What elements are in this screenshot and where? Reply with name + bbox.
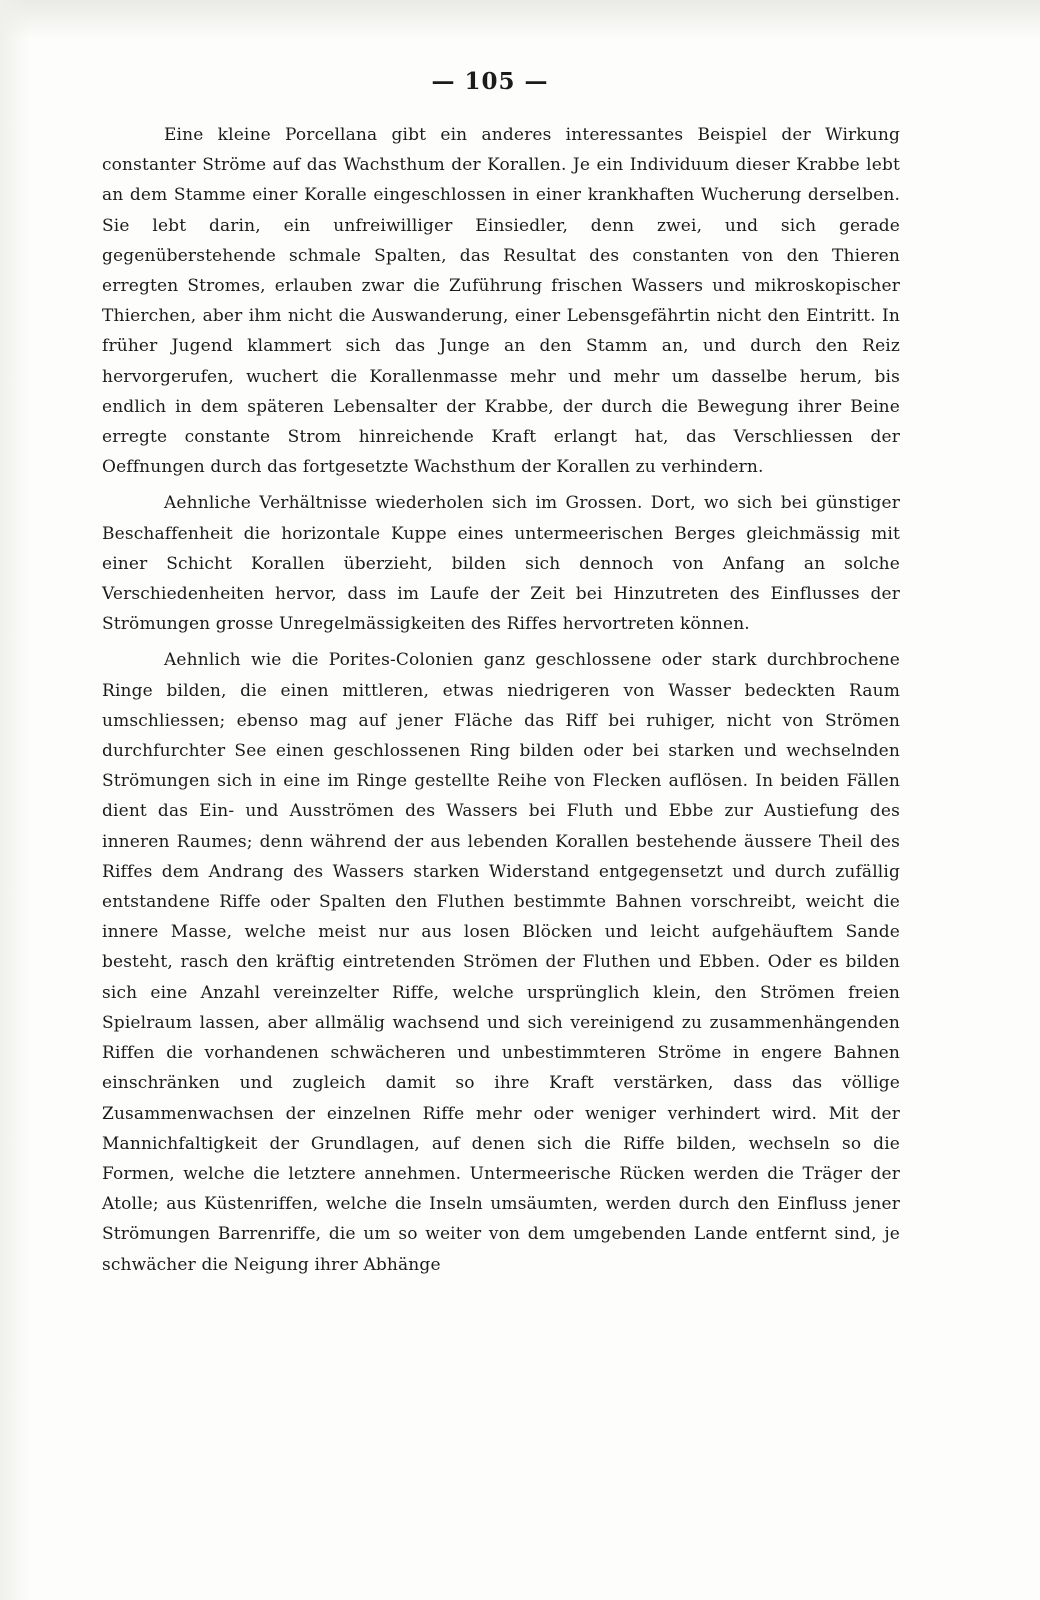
paragraph-verhaeltnisse: Aehnliche Verhältnisse wiederholen sich im Grossen. Dort, wo sich bei günstiger Beschaffenheit die horizontale Kuppe eines untermeerischen Berges gleichmässig mit einer Schicht Korallen überzieht, bilden sich dennoch von Anfang an solche Verschiedenheiten hervor, dass im Laufe der Zeit bei Hinzutreten des Einflusses der Strömungen grosse Unregelmässigkeiten des Riffes hervortreten können. [102, 493, 900, 635]
paragraph-porites-colonien: Aehnlich wie die Porites-Colonien ganz geschlossene oder stark durchbrochene Ringe bilden, die einen mittleren, etwas niedrigeren von Wasser bedeckten Raum umschliessen; ebenso mag auf jener Fläche das Riff bei ruhiger, nicht von Strömen durchfurchter See einen geschlossenen Ring bilden oder bei starken und wechselnden Strömungen sich in eine im Ringe gestellte Reihe von Flecken auflösen. In beiden Fällen dient das Ein- und Ausströmen des Wassers bei Fluth und Ebbe zur Austiefung des inneren Raumes; denn während der aus lebenden Korallen bestehende äussere Theil des Riffes dem Andrang des Wassers starken Widerstand entgegensetzt und durch zufällig entstandene Riffe oder Spalten den Fluthen bestimmte Bahnen vorschreibt, weicht die innere Masse, welche meist nur aus losen Blöcken und leicht aufgehäuftem Sande besteht, rasch den kräftig eintretenden Strömen der Fluthen und Ebben. Oder es bilden sich eine Anzahl vereinzelter Riffe, welche ursprünglich klein, den Strömen freien Spielraum lassen, aber allmälig wachsend und sich vereinigend zu zusammenhängenden Riffen die vorhandenen schwächeren und unbestimmteren Ströme in engere Bahnen einschränken und zugleich damit so ihre Kraft verstärken, dass das völlige Zusammenwachsen der einzelnen Riffe mehr oder weniger verhindert wird. Mit der Mannichfaltigkeit der Grundlagen, auf denen sich die Riffe bilden, wechseln so die Formen, welche die letztere annehmen. Untermeerische Rücken werden die Träger der Atolle; aus Küstenriffen, welche die Inseln umsäumten, werden durch den Einfluss jener Strömungen Barrenriffe, die um so weiter von dem umgebenden Lande entfernt sind, je schwächer die Neigung ihrer Abhänge [102, 650, 900, 1275]
page-number: — 105 — [431, 68, 549, 95]
paragraph-porcellana: Eine kleine Porcellana gibt ein anderes interessantes Beispiel der Wirkung constanter Ströme auf das Wachsthum der Korallen. Je ein Individuum dieser Krabbe lebt an dem Stamme einer Koralle eingeschlossen in einer krankhaften Wucherung derselben. Sie lebt darin, ein unfreiwilliger Einsiedler, denn zwei, und sich gerade gegenüberstehende schmale Spalten, das Resultat des constanten von den Thieren erregten Stromes, erlauben zwar die Zuführung frischen Wassers und mikroskopischer Thierchen, aber ihm nicht die Auswanderung, einer Lebensgefährtin nicht den Eintritt. In früher Jugend klammert sich das Junge an den Stamm an, und durch den Reiz hervorgerufen, wuchert die Korallenmasse mehr und mehr um dasselbe herum, bis endlich in dem späteren Lebensalter der Krabbe, der durch die Bewegung ihrer Beine erregte constante Strom hinreichende Kraft erlangt hat, das Verschliessen der Oeffnungen durch das fortgesetzte Wachsthum der Korallen zu verhindern. [102, 125, 900, 478]
body-text [102, 120, 900, 1286]
page-shadow-top [0, 0, 1040, 40]
page-shadow-left [0, 0, 30, 1600]
